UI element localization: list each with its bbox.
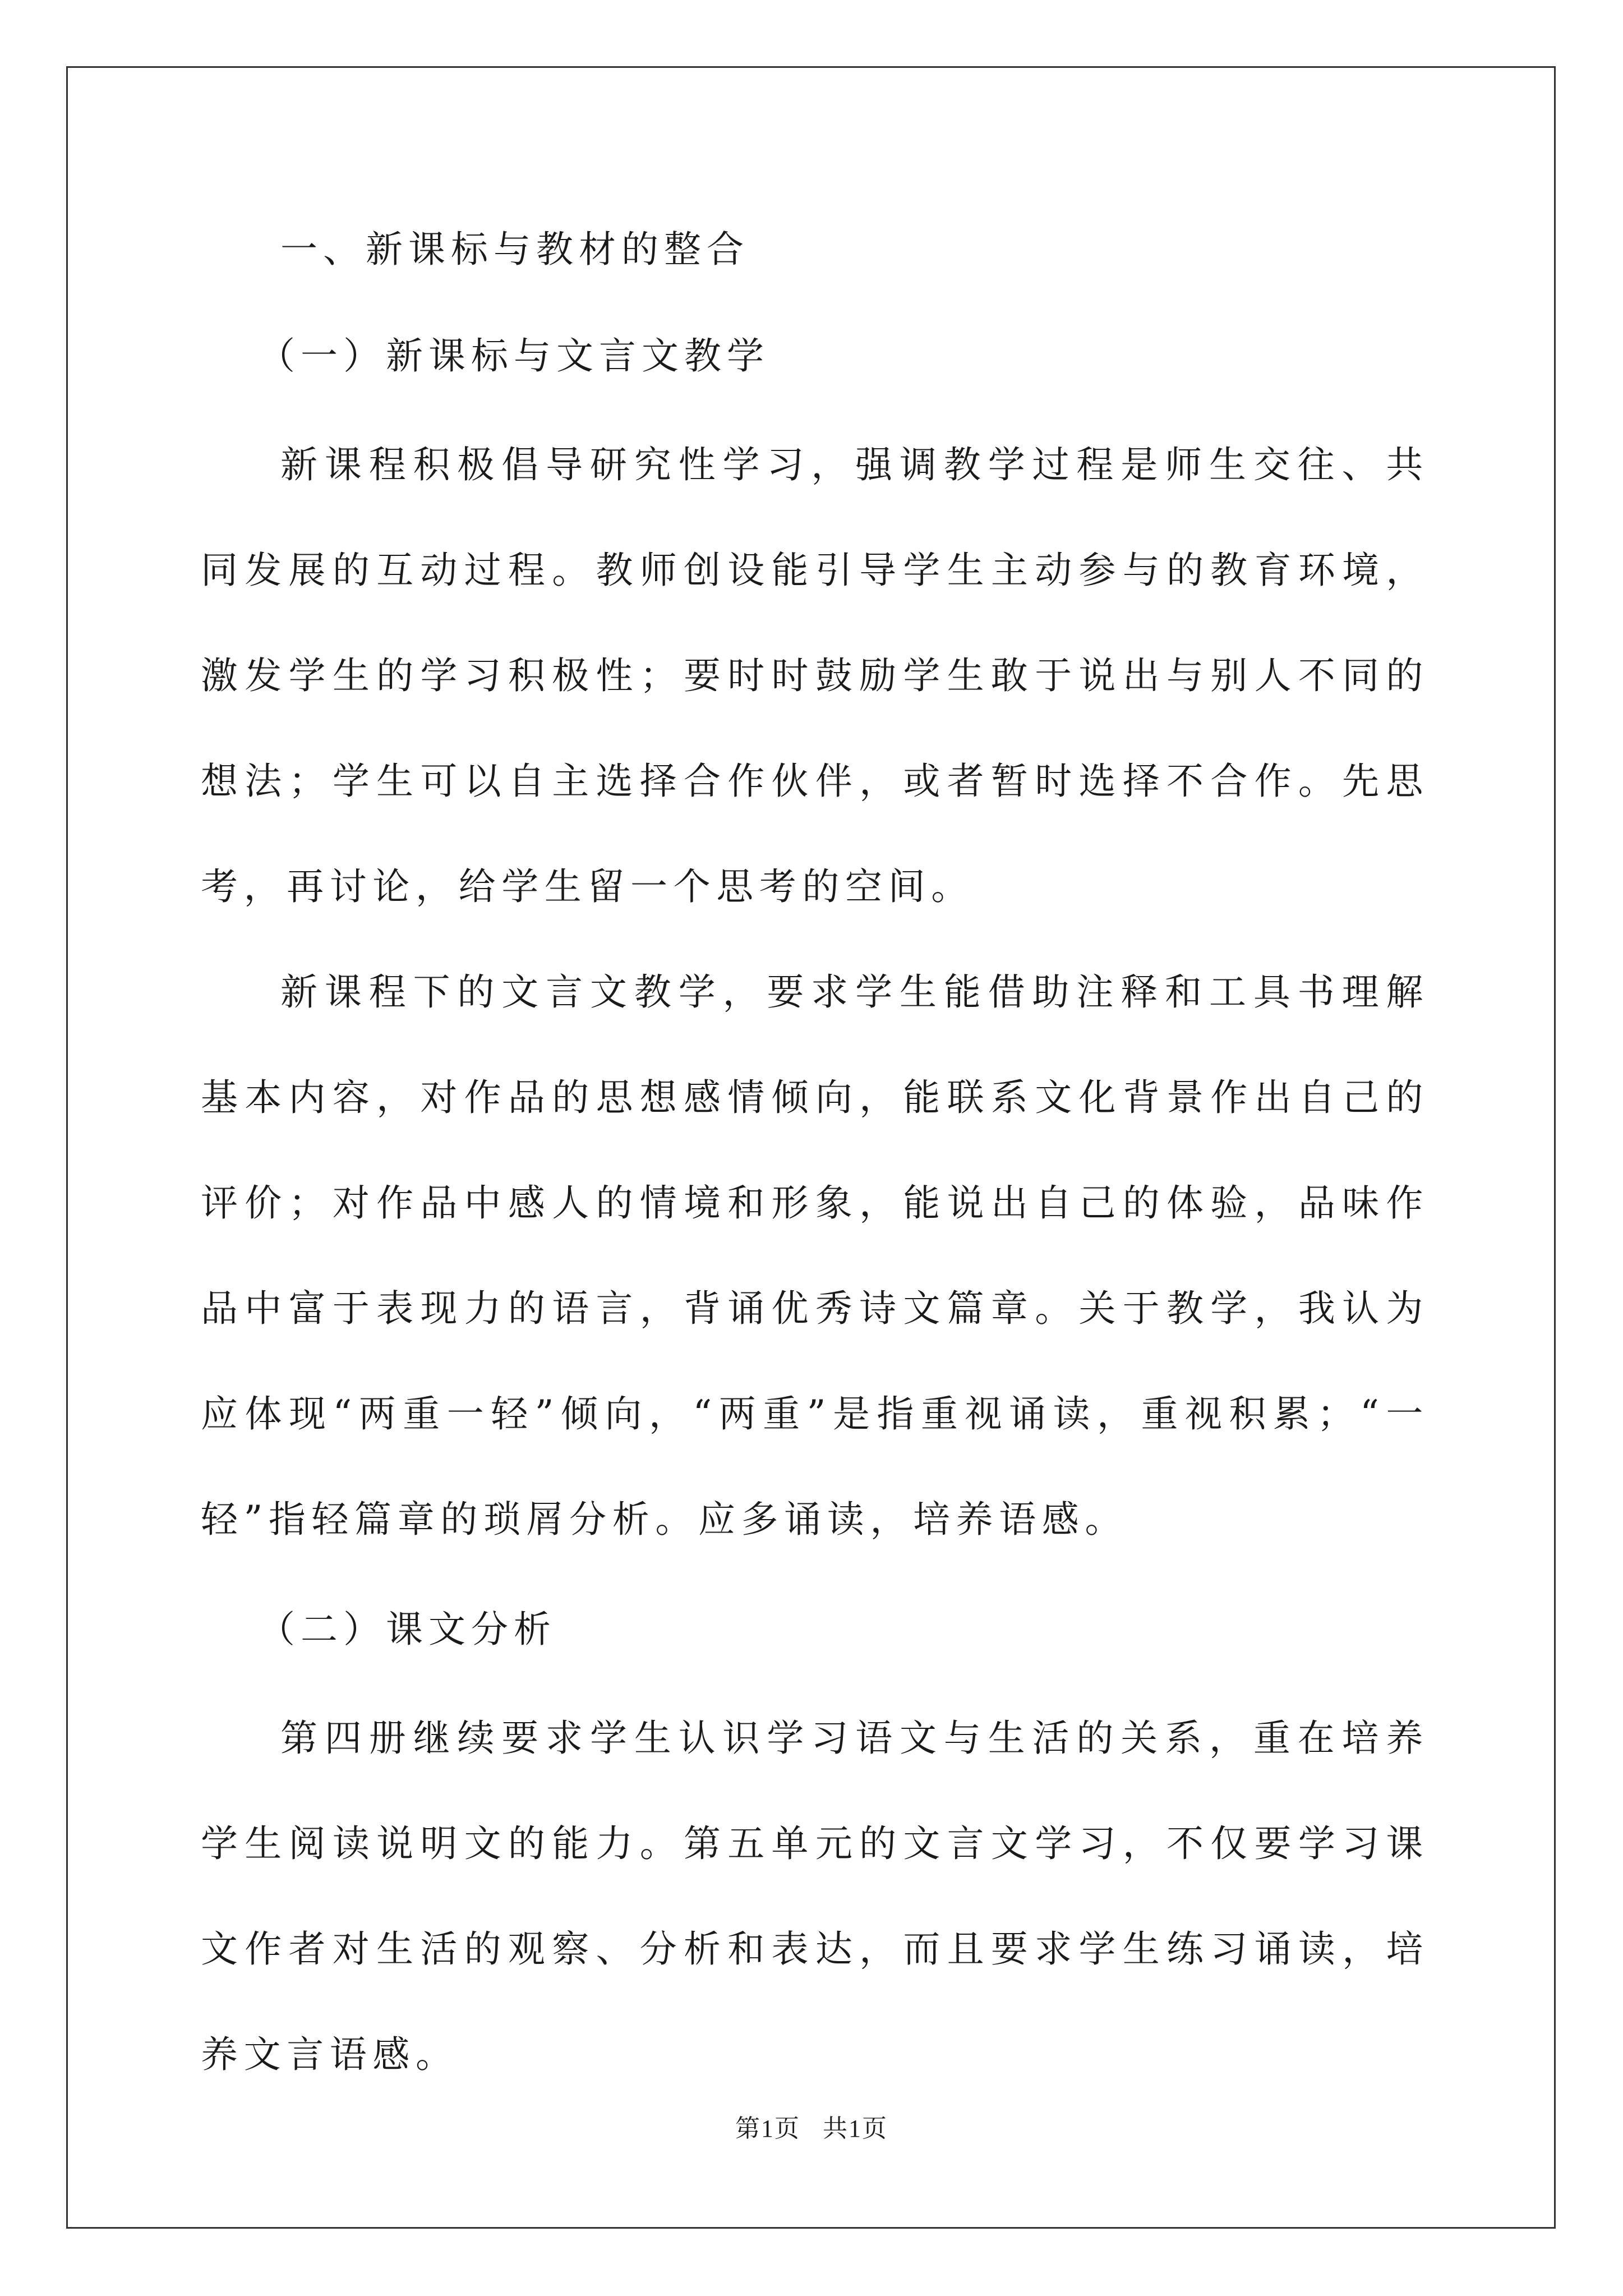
page-total: 共1页 <box>823 2115 888 2142</box>
paragraph-3: 第四册继续要求学生认识学习语文与生活的关系，重在培养学生阅读说明文的能力。第五单元的文言文学习，不仅要学习课文作者对生活的观察、分析和表达，而且要求学生练习诵读，培养文言语感。 <box>201 1717 1429 2076</box>
paragraph-1: 新课程积极倡导研究性学习，强调教学过程是师生交往、共同发展的互动过程。教师创设能引导学生主动参与的教育环境，激发学生的学习积极性；要时时鼓励学生敢于说出与别人不同的想法；学生可以自主选择合作伙伴，或者暂时选择不合作。先思考，再讨论，给学生留一个思考的空间。 <box>201 443 1429 908</box>
page-footer <box>0 2112 1623 2146</box>
subsection-heading-1: （一）新课标与文言文教学 <box>258 334 769 378</box>
paragraph-2: 新课程下的文言文教学，要求学生能借助注释和工具书理解基本内容，对作品的思想感情倾向，能联系文化背景作出自己的评价；对作品中感人的情境和形象，能说出自己的体验，品味作品中富于表现力的语言，背诵优秀诗文篇章。关于教学，我认为应体现“两重一轻”倾向，“两重”是指重视诵读，重视积累；“一轻”指轻篇章的琐屑分析。应多诵读，培养语感。 <box>201 970 1429 1541</box>
section-heading: 一、新课标与教材的整合 <box>280 228 749 271</box>
subsection-heading-2: （二）课文分析 <box>258 1608 556 1651</box>
page-number: 第1页 <box>735 2115 800 2142</box>
